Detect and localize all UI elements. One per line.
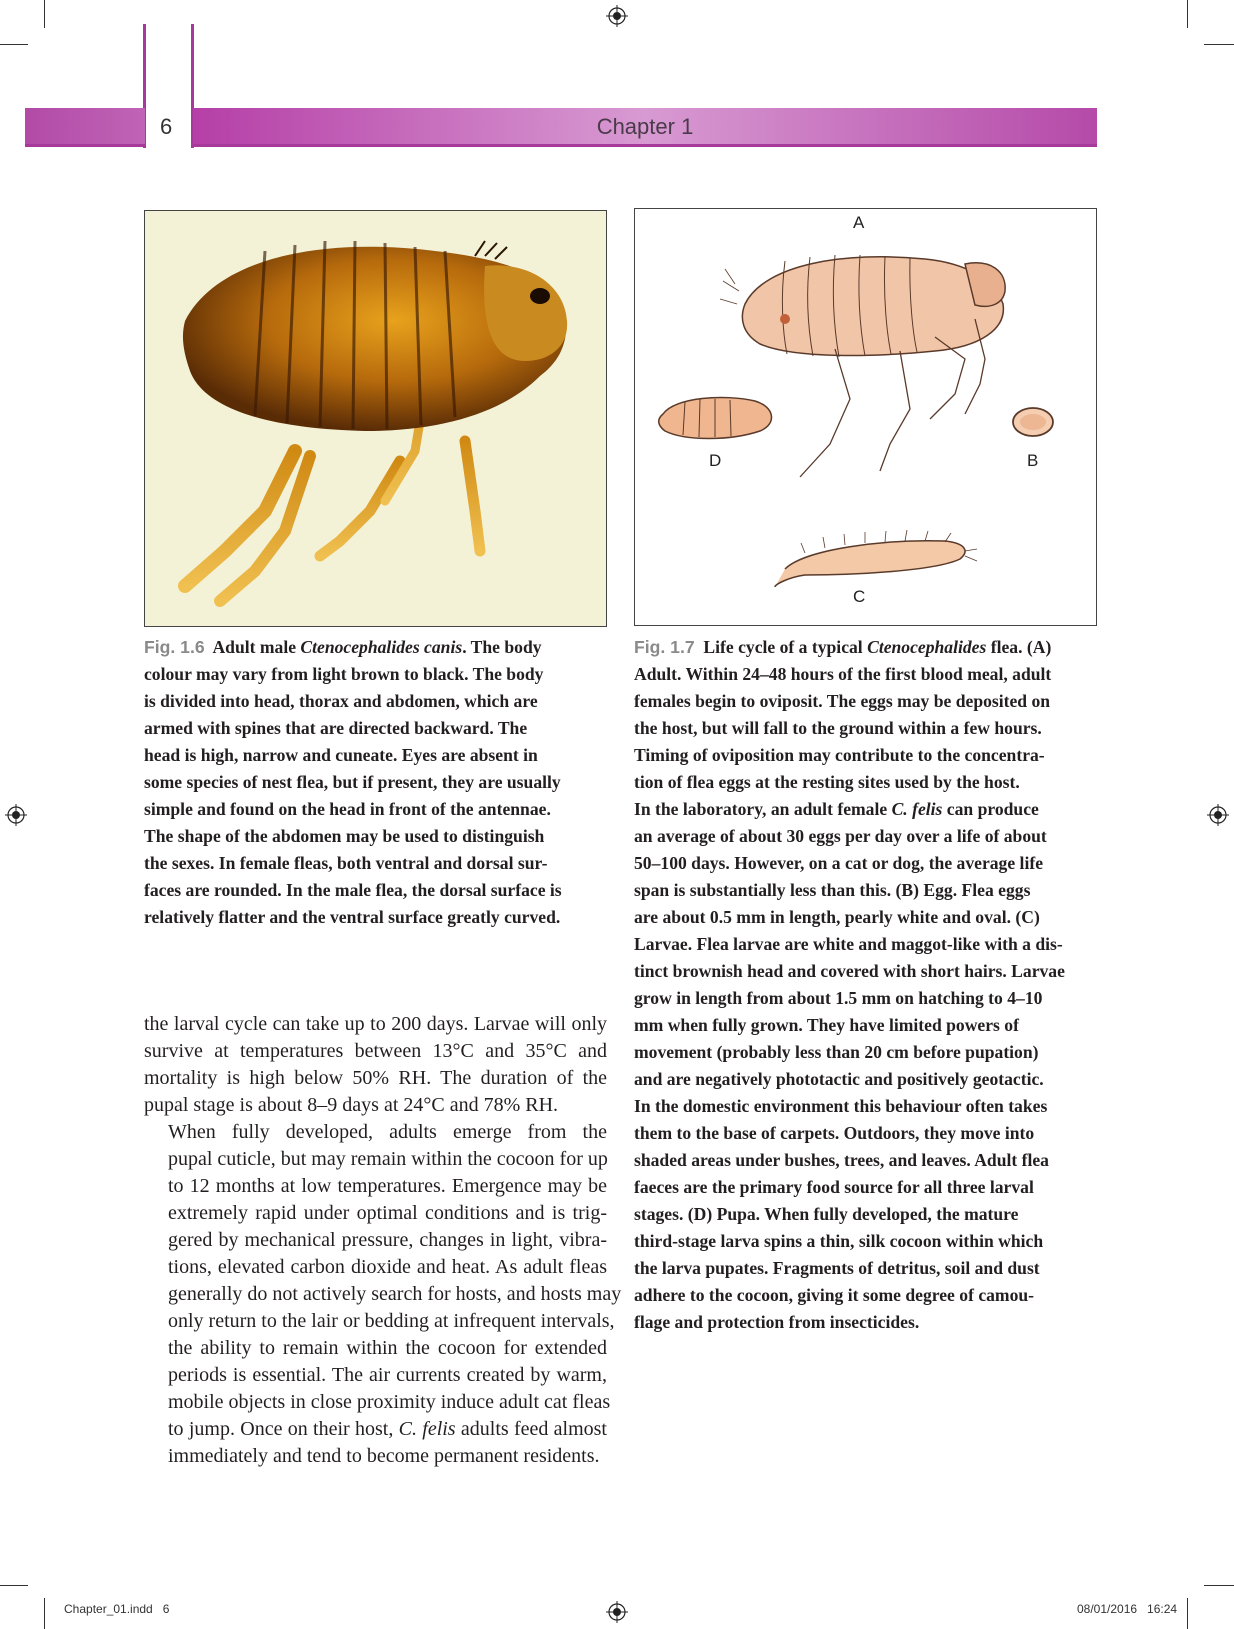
panel-label-b: B	[1027, 451, 1039, 470]
caption-line: simple and found on the head in front of the antennae.	[144, 799, 551, 819]
crop-mark	[44, 0, 45, 28]
crop-mark	[44, 1598, 45, 1629]
caption-line: colour may vary from light brown to black. The body	[144, 664, 544, 684]
caption-line: tinct brownish head and covered with short hairs. Larvae	[634, 961, 1065, 981]
caption-line: the larva pupates. Fragments of detritus, soil and dust	[634, 1258, 1040, 1278]
flea-lifecycle-illustration	[635, 209, 1097, 626]
figure-1-6-caption	[144, 634, 606, 931]
caption-line: adhere to the cocoon, giving it some degree of camou-	[634, 1285, 1035, 1305]
crop-mark	[1204, 44, 1234, 45]
body-line: the larval cycle can take up to 200 days. Larvae will only	[144, 1013, 607, 1035]
body-line: to jump. Once on their host, C. felis adults feed almost	[168, 1418, 607, 1440]
caption-line: Fig. 1.6 Adult male Ctenocephalides canis. The body	[144, 637, 542, 657]
caption-line: and are negatively phototactic and positively geotactic.	[634, 1069, 1044, 1089]
registration-mark-icon	[1207, 804, 1229, 826]
caption-line: flage and protection from insecticides.	[634, 1312, 920, 1332]
caption-line: The shape of the abdomen may be used to distinguish	[144, 826, 545, 846]
body-line: pupal cuticle, but may remain within the cocoon for up	[168, 1148, 608, 1170]
caption-line: 50–100 days. However, on a cat or dog, the average life	[634, 853, 1044, 873]
body-line: survive at temperatures between 13°C and 35°C and	[144, 1040, 607, 1062]
footer-filename: Chapter_01.indd 6	[64, 1602, 170, 1616]
body-line: periods is essential. The air currents created by warm,	[168, 1364, 607, 1386]
caption-line: armed with spines that are directed backward. The	[144, 718, 528, 738]
adult-flea-drawing	[720, 255, 1005, 477]
body-line: pupal stage is about 8–9 days at 24°C and 78% RH.	[144, 1094, 559, 1116]
caption-line: movement (probably less than 20 cm before pupation)	[634, 1042, 1039, 1062]
caption-line: mm when fully grown. They have limited powers of	[634, 1015, 1019, 1035]
caption-line: Timing of oviposition may contribute to the concentra-	[634, 745, 1045, 765]
caption-line: Adult. Within 24–48 hours of the first blood meal, adult	[634, 664, 1052, 684]
caption-line: females begin to oviposit. The eggs may be deposited on	[634, 691, 1051, 711]
caption-line: faces are rounded. In the male flea, the dorsal surface is	[144, 880, 562, 900]
crop-mark	[0, 1585, 28, 1586]
body-line: gered by mechanical pressure, changes in light, vibra-	[168, 1229, 607, 1251]
body-text	[144, 1011, 622, 1470]
caption-line: an average of about 30 eggs per day over a life of about	[634, 826, 1047, 846]
caption-line: grow in length from about 1.5 mm on hatching to 4–10	[634, 988, 1043, 1008]
caption-line: is divided into head, thorax and abdomen, which are	[144, 691, 538, 711]
caption-line: are about 0.5 mm in length, pearly white and oval. (C)	[634, 907, 1040, 927]
body-line: generally do not actively search for hosts, and hosts may	[168, 1283, 622, 1305]
caption-line: the host, but will fall to the ground within a few hours.	[634, 718, 1042, 738]
body-line: When fully developed, adults emerge from the	[168, 1121, 607, 1143]
panel-label-c: C	[853, 587, 866, 606]
caption-line: them to the base of carpets. Outdoors, they move into	[634, 1123, 1035, 1143]
caption-line: some species of nest flea, but if present, they are usually	[144, 772, 561, 792]
crop-mark	[1187, 0, 1188, 28]
page-number: 6	[160, 114, 173, 139]
figure-number: Fig. 1.7	[634, 637, 695, 657]
figure-1-7-caption	[634, 634, 1097, 1336]
caption-line: stages. (D) Pupa. When fully developed, the mature	[634, 1204, 1019, 1224]
caption-line: Fig. 1.7 Life cycle of a typical Ctenocephalides flea. (A)	[634, 637, 1052, 657]
registration-mark-icon	[5, 804, 27, 826]
figure-1-7-lifecycle-diagram	[634, 208, 1097, 626]
crop-mark	[0, 44, 28, 45]
figure-1-6-photo	[144, 210, 607, 627]
registration-mark-icon	[606, 5, 628, 27]
figure-number: Fig. 1.6	[144, 637, 205, 657]
body-line: to 12 months at low temperatures. Emergence may be	[168, 1175, 607, 1197]
body-line: mobile objects in close proximity induce adult cat fleas	[168, 1391, 611, 1413]
body-line: extremely rapid under optimal conditions and is trig-	[168, 1202, 607, 1224]
caption-line: faeces are the primary food source for all three larval	[634, 1177, 1034, 1197]
body-line: the ability to remain within the cocoon for extended	[168, 1337, 607, 1359]
body-line: only return to the lair or bedding at infrequent intervals,	[168, 1310, 615, 1332]
body-line: immediately and tend to become permanent residents.	[168, 1445, 600, 1467]
caption-line: In the laboratory, an adult female C. felis can produce	[634, 799, 1039, 819]
registration-mark-icon	[606, 1601, 628, 1623]
body-line: tions, elevated carbon dioxide and heat. As adult fleas	[168, 1256, 607, 1278]
header-band-left	[25, 108, 145, 146]
running-head: Chapter 1	[596, 114, 694, 139]
egg-drawing	[1013, 408, 1053, 436]
header-rule	[193, 144, 1097, 147]
crop-mark	[1187, 1598, 1188, 1629]
footer-timestamp: 08/01/2016 16:24	[1077, 1602, 1178, 1616]
caption-line: third-stage larva spins a thin, silk cocoon within which	[634, 1231, 1044, 1251]
caption-line: the sexes. In female fleas, both ventral and dorsal sur-	[144, 853, 548, 873]
panel-label-d: D	[709, 451, 722, 470]
flea-photo-illustration	[145, 211, 607, 627]
caption-line: Larvae. Flea larvae are white and maggot-like with a dis-	[634, 934, 1063, 954]
body-paragraph	[144, 1119, 622, 1470]
body-paragraph	[144, 1011, 607, 1119]
header-rule	[25, 144, 145, 147]
panel-label-a: A	[853, 213, 865, 232]
pupa-drawing	[659, 397, 772, 438]
crop-mark	[1204, 1585, 1234, 1586]
caption-line: In the domestic environment this behaviour often takes	[634, 1096, 1048, 1116]
caption-line: span is substantially less than this. (B) Egg. Flea eggs	[634, 880, 1031, 900]
caption-line: relatively flatter and the ventral surface greatly curved.	[144, 907, 561, 927]
caption-line: head is high, narrow and cuneate. Eyes are absent in	[144, 745, 538, 765]
caption-line: tion of flea eggs at the resting sites used by the host.	[634, 772, 1020, 792]
caption-line: shaded areas under bushes, trees, and leaves. Adult flea	[634, 1150, 1049, 1170]
larva-drawing	[775, 530, 977, 587]
body-line: mortality is high below 50% RH. The duration of the	[144, 1067, 607, 1089]
